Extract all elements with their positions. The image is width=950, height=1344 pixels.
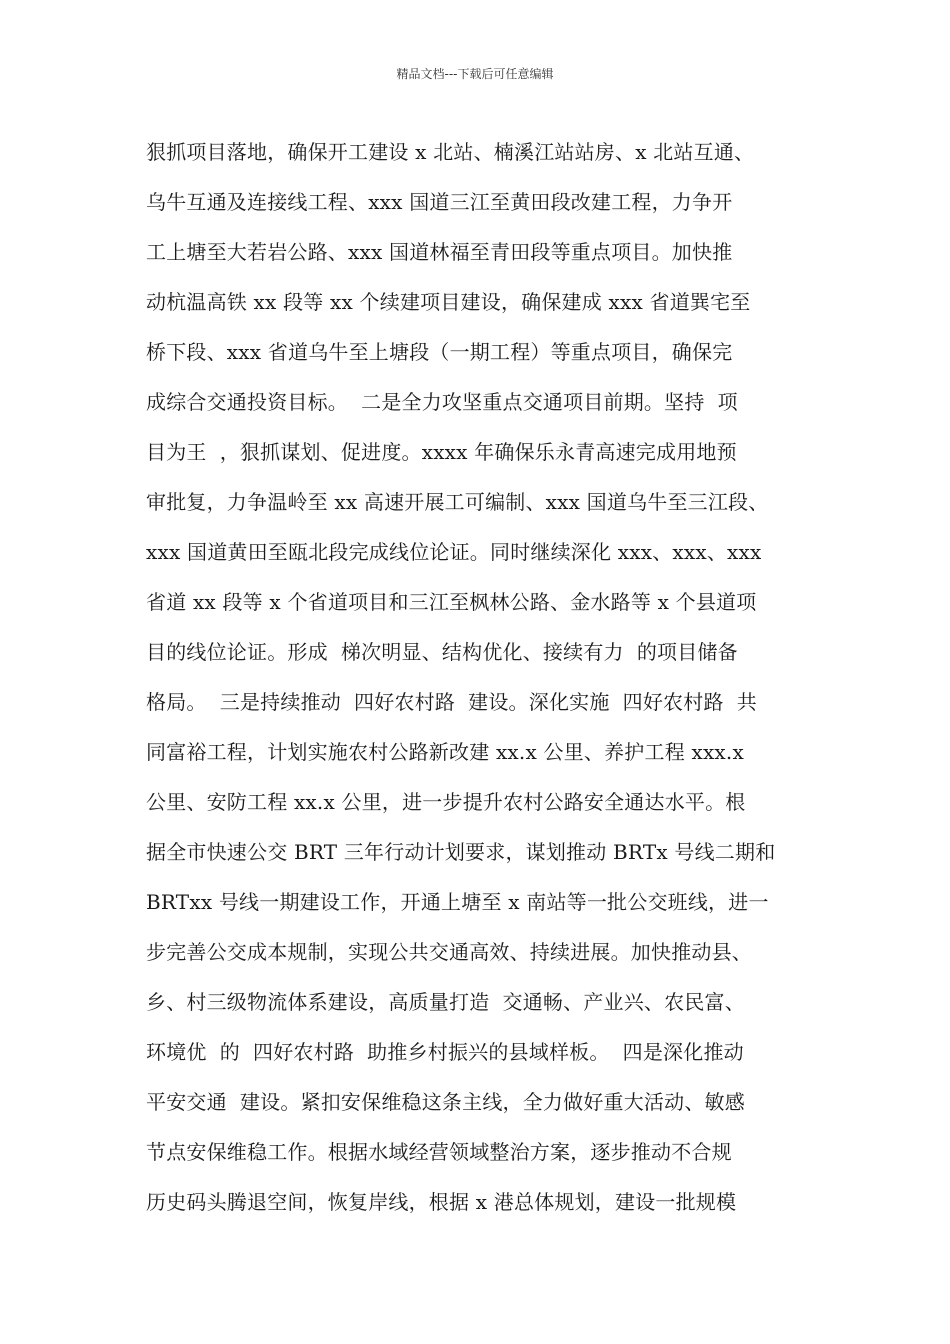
text-line: 审批复，力争温岭至 xx 高速开展工可编制、xxx 国道乌牛至三江段、	[146, 490, 769, 514]
text-line: 环境优 的 四好农村路 助推乡村振兴的县域样板。 四是深化推动	[146, 1040, 744, 1064]
text-line: 格局。 三是持续推动 四好农村路 建设。深化实施 四好农村路 共	[146, 690, 757, 714]
text-line: 节点安保维稳工作。根据水域经营领域整治方案，逐步推动不合规	[146, 1140, 732, 1164]
text-line: 桥下段、xxx 省道乌牛至上塘段（一期工程）等重点项目，确保完	[146, 340, 733, 364]
text-line: 成综合交通投资目标。 二是全力攻坚重点交通项目前期。坚持 项	[146, 390, 738, 414]
text-line: 公里、安防工程 xx.x 公里，进一步提升农村公路安全通达水平。根	[146, 790, 746, 814]
text-line: 平安交通 建设。紧扣安保维稳这条主线，全力做好重大活动、敏感	[146, 1090, 745, 1114]
text-line: 动杭温高铁 xx 段等 xx 个续建项目建设，确保建成 xxx 省道巽宅至	[146, 290, 751, 314]
text-line: 工上塘至大若岩公路、xxx 国道林福至青田段等重点项目。加快推	[146, 240, 733, 264]
page-header: 精品文档---下载后可任意编辑	[396, 67, 554, 81]
text-line: 省道 xx 段等 x 个省道项目和三江至枫林公路、金水路等 x 个县道项	[146, 590, 757, 614]
text-line: 据全市快速公交 BRT 三年行动计划要求，谋划推动 BRTx 号线二期和	[146, 840, 776, 864]
text-line: 狠抓项目落地，确保开工建设 x 北站、楠溪江站站房、x 北站互通、	[146, 140, 755, 164]
text-line: 同富裕工程，计划实施农村公路新改建 xx.x 公里、养护工程 xxx.x	[146, 740, 744, 764]
text-line: 步完善公交成本规制，实现公共交通高效、持续进展。加快推动县、	[146, 940, 752, 964]
text-line: 历史码头腾退空间，恢复岸线，根据 x 港总体规划，建设一批规模	[146, 1190, 737, 1214]
text-line: 乡、村三级物流体系建设，高质量打造 交通畅、产业兴、农民富、	[146, 990, 745, 1014]
body-paragraph	[146, 132, 826, 1232]
text-line: 目为王 ，狠抓谋划、促进度。xxxx 年确保乐永青高速完成用地预	[146, 440, 737, 464]
text-line: BRTxx 号线一期建设工作，开通上塘至 x 南站等一批公交班线，进一	[146, 890, 769, 914]
text-line: xxx 国道黄田至瓯北段完成线位论证。同时继续深化 xxx、xxx、xxx	[146, 540, 762, 564]
text-line: 目的线位论证。形成 梯次明显、结构优化、接续有力 的项目储备	[146, 640, 738, 664]
text-line: 乌牛互通及连接线工程、xxx 国道三江至黄田段改建工程，力争开	[146, 190, 733, 214]
